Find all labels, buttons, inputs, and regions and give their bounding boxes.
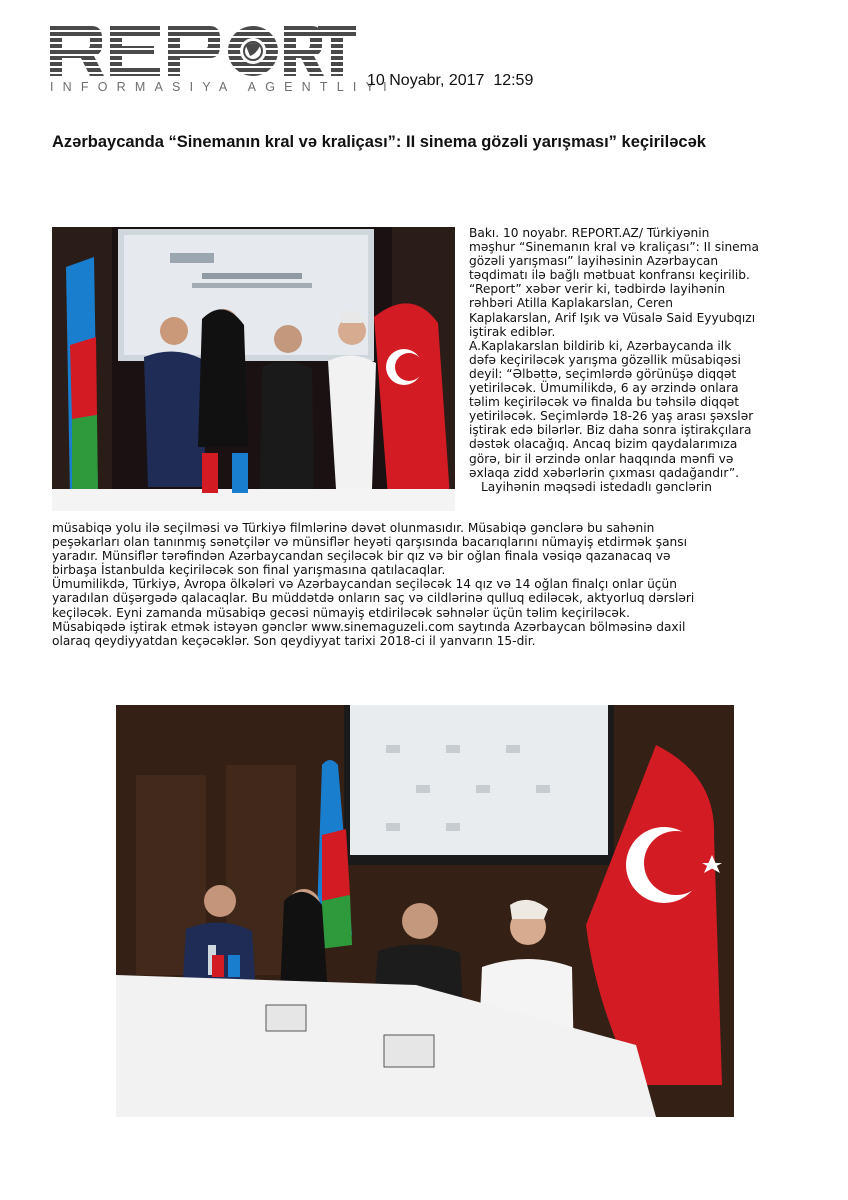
article-line: dəfə keçiriləcək yarışma gözəllik müsabiqəsi [469,352,741,367]
article-title: Azərbaycanda “Sinemanın kral və kraliçası”: II sinema gözəli yarışması” keçiriləcək [52,133,706,151]
article-line: keçiləcək. Eyni zamanda müsabiqə gecəsi nümayiş etdiriləcək səhnələr üçün təlim keçiriləcək. [52,605,630,620]
article-line: Ümumilikdə, Türkiyə, Avropa ölkələri və Azərbaycandan seçiləcək 14 qız və 14 oğlan finalçı onlar üçün [52,577,677,592]
article-line: dəstək olacağıq. Ancaq bizim qaydalarımıza [469,437,738,452]
article-line: yetiriləcək. Seçimlərdə 18-26 yaş arası şəxslər [469,409,754,424]
article-line: olaraq qeydiyyatdan keçəcəklər. Son qeydiyyat tarixi 2018-ci il yanvarın 15-dir. [52,633,536,648]
article-line: iştirak edə bilərlər. Biz daha sonra iştirakçılara [469,423,752,438]
article-line: görə, bir il ərzində onlar haqqında mənfi və [469,451,734,466]
article-body-column [469,226,799,494]
article-line: deyil: “Əlbəttə, seçimlərdə görünüşə diqqət [469,366,737,381]
article-line: təlim keçiriləcək və finalda bu təhsilə diqqət [469,395,740,410]
article-line: məşhur “Sinemanın kral və kraliçası”: II sinema [469,240,760,255]
logo-wordmark-icon [50,26,356,76]
article-line: Kaplakarslan, Arif Işık və Vüsalə Said Eyyubqızı [469,310,756,325]
article-line: peşəkarları olan tanınmış sənətçilər və münsiflər heyəti qarşısında bacarıqlarını nümayiş etdirmək şansı [52,535,687,550]
article-line: Bakı. 10 noyabr. REPORT.AZ/ Türkiyənin [469,226,710,240]
article-line: təqdimatı ilə bağlı mətbuat konfransı keçirilib. [469,268,750,283]
article-line: əxlaqa zidd xəbərlərin çıxması qadağandır”. [469,465,740,480]
article-line: Layihənin məqsədi istedadlı gənclərin [481,479,713,494]
article-line: müsabiqə yolu ilə seçilməsi və Türkiyə filmlərinə dəvət olunmasıdır. Müsabiqə gənclərə bu sahənin [52,521,655,535]
article-line: gözəli yarışması” layihəsinin Azərbaycan [469,254,719,269]
article-line: A.Kaplakarslan bildirib ki, Azərbaycanda ilk [469,338,732,353]
article-line: yaradılan düşərgədə qalacaqlar. Bu müddətdə onların saç və cildlərinə qulluq ediləcək, aktyorluq dərsləri [52,591,695,606]
article-line: yetiriləcək. Ümumilikdə, 6 ay ərzində onlara [469,381,739,396]
article-line: iştirak ediblər. [469,324,556,339]
logo-subtitle-text: INFORMASIYA AGENTLIYI [50,80,396,94]
article-line: Müsabiqədə iştirak etmək istəyən gənclər www.sinemaguzeli.com saytında Azərbaycan bölməsinə daxil [52,619,686,634]
article-line: yaradır. Münsiflər tərəfindən Azərbaycandan seçiləcək bir qız və bir oğlan finala vəsiqə qazanacaq və [52,549,671,564]
article-line: birbaşa İstanbulda keçiriləcək son final yarışmasına qatılacaqlar. [52,563,446,578]
report-logo[interactable] [50,26,396,96]
press-conference-photo-standing [52,227,455,511]
logo-subtitle [50,78,396,96]
publish-date: 10 Noyabr, 2017 12:59 [367,72,534,89]
article-line: “Report” xəbər verir ki, tədbirdə layihənin [469,282,726,297]
press-conference-photo-seated [116,705,734,1117]
article-line: rəhbəri Atilla Kaplakarslan, Ceren [469,296,673,311]
article-body-full [52,521,812,648]
